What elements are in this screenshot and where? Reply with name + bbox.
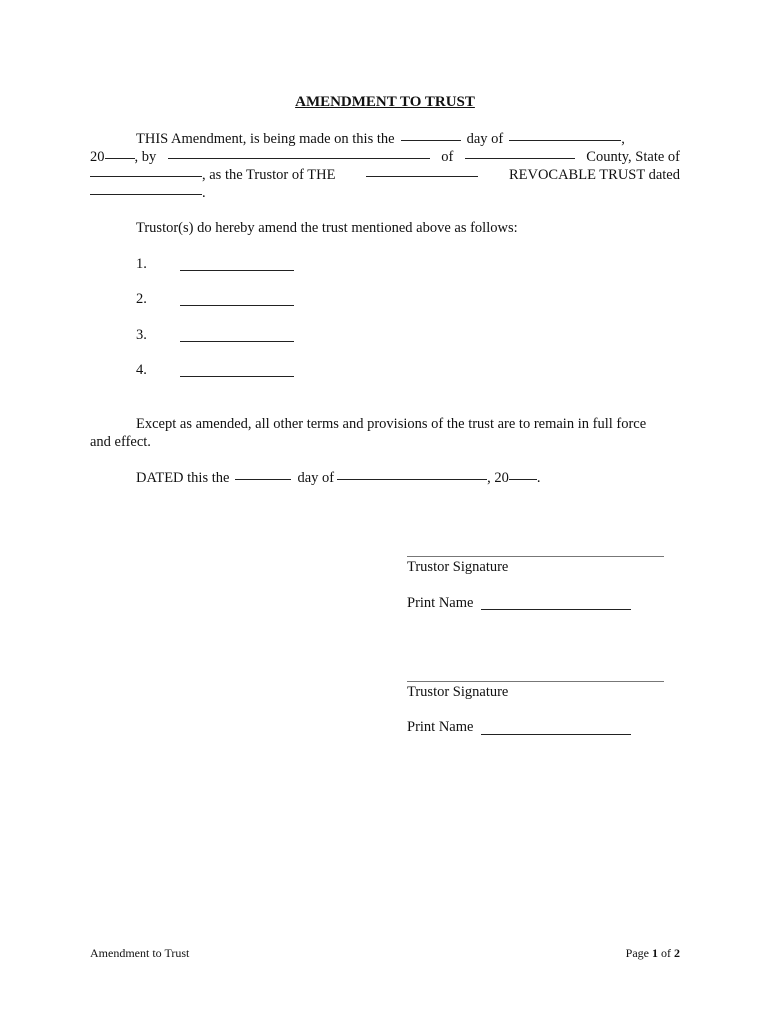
dated-text-1: DATED this the xyxy=(136,470,230,486)
print-name-blank-2[interactable] xyxy=(481,734,631,735)
intro-county-blank[interactable] xyxy=(465,157,575,159)
except-line-1: Except as amended, all other terms and provisions of the trust are to remain in full force xyxy=(136,416,647,432)
intro-text-4: 20 xyxy=(90,149,105,165)
page-label: Page xyxy=(625,946,649,960)
intro-year-blank[interactable] xyxy=(105,157,135,159)
signature-line-1[interactable] xyxy=(407,556,664,557)
print-name-blank-1[interactable] xyxy=(481,609,631,610)
intro-line-3 xyxy=(90,166,680,184)
intro-date-blank[interactable] xyxy=(90,193,202,195)
page-indicator xyxy=(626,946,680,961)
item-blank-2[interactable] xyxy=(180,305,294,306)
print-name-label-1: Print Name xyxy=(407,595,474,611)
intro-name-blank[interactable] xyxy=(168,157,430,159)
intro-text-1: THIS Amendment, is being made on this the xyxy=(136,131,395,147)
page-current: 1 xyxy=(652,946,658,960)
dated-text-2: day of xyxy=(297,470,335,486)
signature-line-2[interactable] xyxy=(407,681,664,682)
intro-text-2: day of xyxy=(466,131,504,147)
dated-year-blank[interactable] xyxy=(509,478,537,480)
footer-title: Amendment to Trust xyxy=(90,946,190,960)
intro-line-2 xyxy=(90,148,680,166)
intro-text-10: . xyxy=(202,185,206,201)
document-title: AMENDMENT TO TRUST xyxy=(295,94,475,110)
intro-line-4 xyxy=(90,184,680,202)
dated-text-3: , 20 xyxy=(487,470,509,486)
intro-text-9: REVOCABLE TRUST dated xyxy=(508,167,680,183)
dated-day-blank[interactable] xyxy=(235,478,291,480)
amend-statement: Trustor(s) do hereby amend the trust mentioned above as follows: xyxy=(136,220,518,236)
signature-label-2: Trustor Signature xyxy=(407,684,509,700)
intro-text-6: of xyxy=(441,149,454,165)
item-blank-3[interactable] xyxy=(180,341,294,342)
intro-text-3: , xyxy=(621,131,625,147)
dated-line xyxy=(136,469,540,487)
intro-trust-name-blank[interactable] xyxy=(366,175,478,177)
dated-month-blank[interactable] xyxy=(337,478,487,480)
signature-label-1: Trustor Signature xyxy=(407,559,509,575)
item-number-3: 3. xyxy=(136,327,147,343)
intro-text-5: , by xyxy=(134,149,157,165)
dated-text-4: . xyxy=(536,470,541,486)
except-line-2: and effect. xyxy=(90,434,151,450)
item-blank-4[interactable] xyxy=(180,376,294,377)
page-of: of xyxy=(661,946,671,960)
item-number-2: 2. xyxy=(136,291,147,307)
print-name-label-2: Print Name xyxy=(407,719,474,735)
intro-text-8: , as the Trustor of THE xyxy=(202,167,336,183)
intro-month-blank[interactable] xyxy=(509,139,621,141)
item-blank-1[interactable] xyxy=(180,270,294,271)
page-total: 2 xyxy=(674,946,680,960)
item-number-1: 1. xyxy=(136,256,147,272)
intro-day-blank[interactable] xyxy=(401,139,461,141)
item-number-4: 4. xyxy=(136,362,147,378)
intro-text-7: County, State of xyxy=(586,149,680,165)
intro-state-blank[interactable] xyxy=(90,175,202,177)
intro-line-1 xyxy=(90,130,680,148)
